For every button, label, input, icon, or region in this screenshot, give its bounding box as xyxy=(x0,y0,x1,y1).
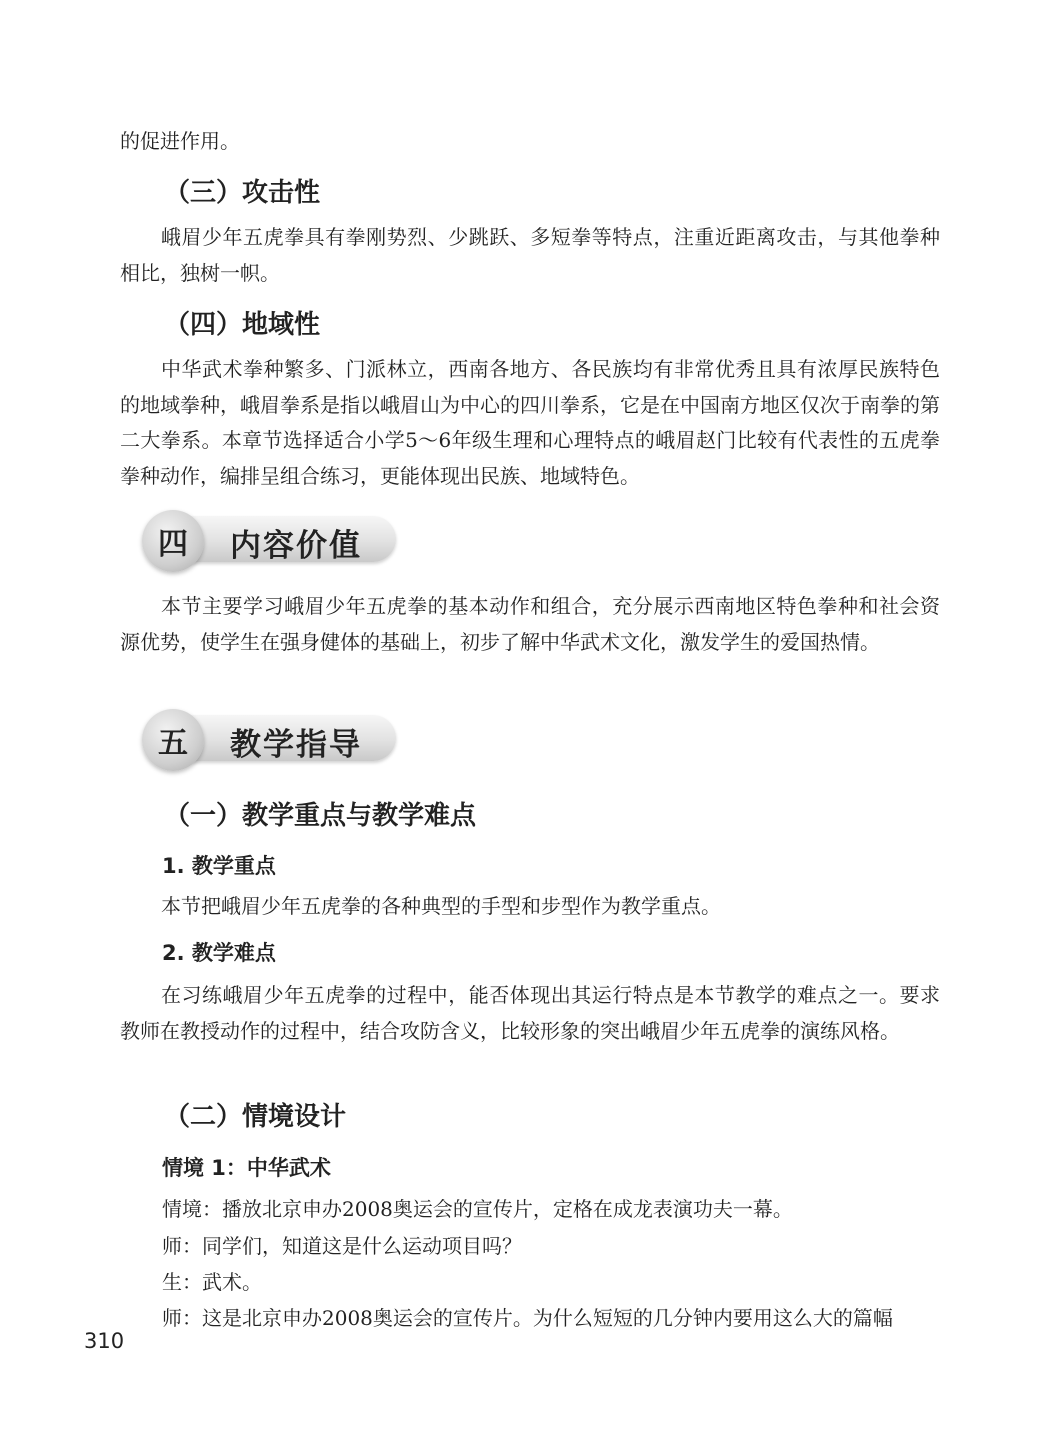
section-text-attack: 峨眉少年五虎拳具有拳刚势烈、少跳跃、多短拳等特点，注重近距离攻击，与其他拳种相比，独树一帜。 xyxy=(120,225,940,285)
dialogue-line: 师：同学们，知道这是什么运动项目吗？ xyxy=(162,1234,522,1258)
subheading-difficult-points: 2. 教学难点 xyxy=(162,941,276,965)
banner-title: 教学指导 xyxy=(230,727,362,763)
banner-number-circle: 四 xyxy=(142,510,204,572)
dialogue-line: 情境：播放北京申办2008奥运会的宣传片，定格在成龙表演功夫一幕。 xyxy=(162,1197,793,1221)
banner-number-circle: 五 xyxy=(142,709,204,771)
section-text-region: 中华武术拳种繁多、门派林立，西南各地方、各民族均有非常优秀且具有浓厚民族特色的地域拳种，峨眉拳系是指以峨眉山为中心的四川拳系，它是在中国南方地区仅次于南拳的第二大拳系。本章节选择适合小学5～6年级生理和心理特点的峨眉赵门比较有代表性的五虎拳拳种动作，编排呈组合练习，更能体现出民族、地域特色。 xyxy=(120,357,940,488)
page-number: 310 xyxy=(84,1329,125,1353)
section-heading-key-difficult: （一）教学重点与教学难点 xyxy=(164,801,477,831)
continuation-text: 的促进作用。 xyxy=(120,129,240,153)
section-heading-scenario-design: （二）情境设计 xyxy=(164,1102,347,1132)
chapter-banner-content-value xyxy=(140,508,402,574)
section-heading-region: （四）地域性 xyxy=(164,310,321,340)
dialogue-line: 师：这是北京申办2008奥运会的宣传片。为什么短短的几分钟内要用这么大的篇幅 xyxy=(162,1306,893,1330)
dialogue-line: 生：武术。 xyxy=(162,1270,262,1294)
difficult-points-text: 在习练峨眉少年五虎拳的过程中，能否体现出其运行特点是本节教学的难点之一。要求教师在教授动作的过程中，结合攻防含义，比较形象的突出峨眉少年五虎拳的演练风格。 xyxy=(120,983,940,1043)
content-value-text: 本节主要学习峨眉少年五虎拳的基本动作和组合，充分展示西南地区特色拳种和社会资源优势，使学生在强身健体的基础上，初步了解中华武术文化，激发学生的爱国热情。 xyxy=(120,594,940,654)
subheading-key-points: 1. 教学重点 xyxy=(162,854,276,878)
section-heading-attack: （三）攻击性 xyxy=(164,178,321,208)
chapter-banner-teaching-guide xyxy=(140,707,402,773)
banner-title: 内容价值 xyxy=(230,528,362,564)
subheading-scenario-1: 情境 1：中华武术 xyxy=(162,1156,331,1180)
key-points-text: 本节把峨眉少年五虎拳的各种典型的手型和步型作为教学重点。 xyxy=(161,894,721,918)
